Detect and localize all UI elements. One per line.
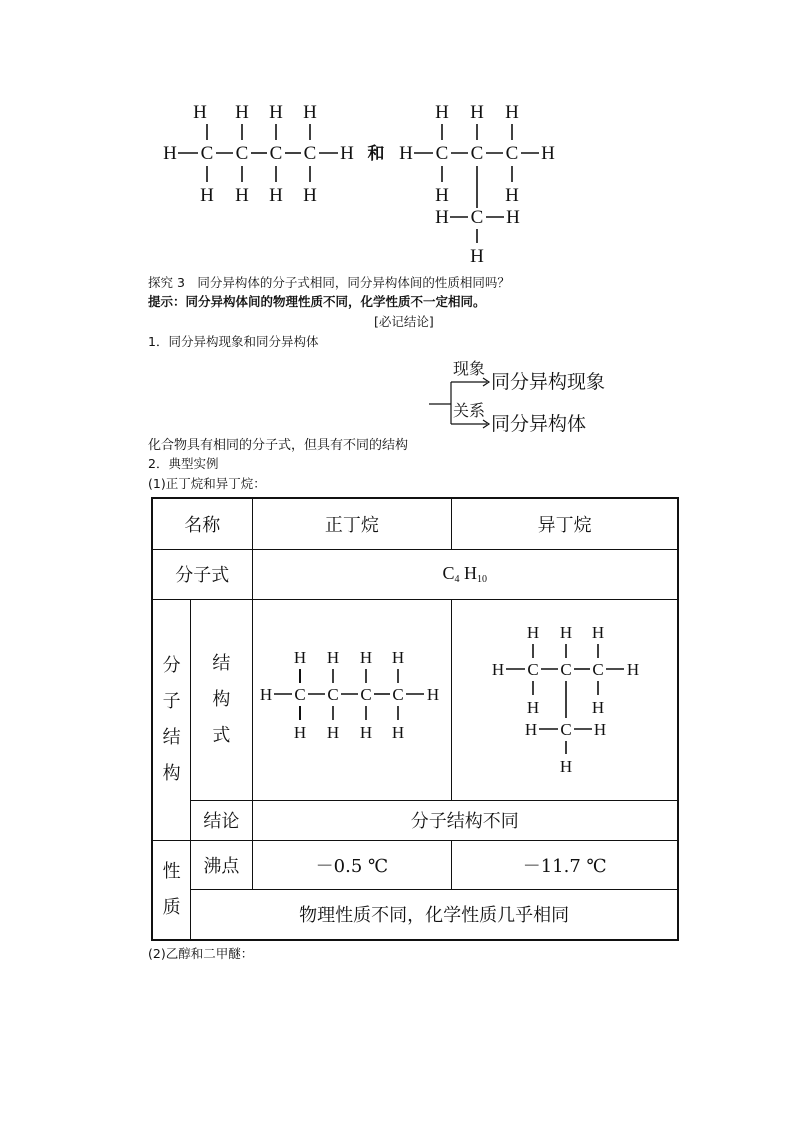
isobutane-structure xyxy=(399,102,555,267)
header-isobutane: 异丁烷 xyxy=(452,498,678,549)
svg-text:H: H xyxy=(235,102,249,123)
result-relation: 同分异构体 xyxy=(491,414,587,435)
svg-text:C: C xyxy=(560,719,572,739)
svg-text:H: H xyxy=(235,185,249,206)
svg-text:H: H xyxy=(391,722,405,742)
formula-label: 分子式 xyxy=(152,549,252,599)
svg-text:H: H xyxy=(435,102,449,123)
svg-text:H: H xyxy=(326,647,340,667)
explore3-question: 探究 3 同分异构体的分子式相同，同分异构体间的性质相同吗？ xyxy=(148,275,510,290)
point2-sub2: (2)乙醇和二甲醚： xyxy=(148,946,254,961)
svg-text:C: C xyxy=(327,684,339,704)
svg-text:C: C xyxy=(360,684,372,704)
top-structural-formulas xyxy=(150,96,570,271)
boiling-isobutane: －11.7 ℃ xyxy=(452,840,678,889)
svg-text:H: H xyxy=(626,659,639,679)
svg-text:H: H xyxy=(470,246,484,267)
explore3-hint: 提示：同分异构体间的物理性质不同，化学性质不一定相同。 xyxy=(148,294,486,309)
point2-title: 2．典型实例 xyxy=(148,456,219,471)
svg-text:H: H xyxy=(505,102,519,123)
point2-sub1: (1)正丁烷和异丁烷： xyxy=(148,476,266,491)
svg-text:C: C xyxy=(560,659,572,679)
svg-text:H: H xyxy=(193,102,207,123)
conclusion-label: 结论 xyxy=(191,800,252,840)
svg-text:H: H xyxy=(491,659,504,679)
definition-text: 化合物具有相同的分子式，但具有不同的结构 xyxy=(148,438,409,453)
svg-text:H: H xyxy=(526,622,539,642)
svg-text:H: H xyxy=(269,102,283,123)
svg-text:H: H xyxy=(359,647,373,667)
structure-group-label: 分 子 结 构 xyxy=(152,599,191,840)
header-n-butane: 正丁烷 xyxy=(252,498,452,549)
svg-text:C: C xyxy=(392,684,404,704)
svg-text:H: H xyxy=(303,185,317,206)
svg-text:H: H xyxy=(340,143,354,164)
svg-text:H: H xyxy=(591,622,604,642)
svg-text:H: H xyxy=(293,722,307,742)
svg-text:H: H xyxy=(559,622,572,642)
svg-text:H: H xyxy=(470,102,484,123)
header-name: 名称 xyxy=(152,498,252,549)
svg-text:H: H xyxy=(435,207,449,228)
isomer-relation-diagram xyxy=(425,352,625,440)
structural-formula-label: 结 构 式 xyxy=(191,599,252,800)
section-must-remember: [必记结论] xyxy=(374,314,434,329)
n-butane-structural-cell xyxy=(252,599,452,800)
svg-text:C: C xyxy=(303,143,317,164)
table-header-row xyxy=(152,498,678,549)
svg-text:H: H xyxy=(391,647,405,667)
svg-text:C: C xyxy=(235,143,249,164)
table-isobutane-structure xyxy=(480,620,650,780)
svg-text:C: C xyxy=(505,143,519,164)
svg-text:H: H xyxy=(399,143,413,164)
svg-text:C: C xyxy=(269,143,283,164)
label-phenomenon: 现象 xyxy=(453,361,486,378)
svg-text:H: H xyxy=(293,647,307,667)
svg-text:H: H xyxy=(200,185,214,206)
svg-text:H: H xyxy=(435,185,449,206)
table-row-property-summary xyxy=(152,889,678,940)
table-row-formula xyxy=(152,549,678,599)
butane-comparison-table xyxy=(151,497,679,941)
svg-text:H: H xyxy=(541,143,555,164)
connector-and: 和 xyxy=(367,144,385,163)
svg-text:C: C xyxy=(294,684,306,704)
isobutane-structural-cell xyxy=(452,599,678,800)
svg-text:H: H xyxy=(526,697,539,717)
formula-value: $C_4$ $H_{10}$ xyxy=(252,549,678,599)
svg-text:C: C xyxy=(470,207,484,228)
svg-text:H: H xyxy=(269,185,283,206)
n-butane-structure xyxy=(163,102,354,206)
svg-text:H: H xyxy=(559,756,572,776)
table-n-butane-structure xyxy=(257,645,447,755)
svg-text:H: H xyxy=(359,722,373,742)
svg-text:C: C xyxy=(200,143,214,164)
svg-text:H: H xyxy=(591,697,604,717)
svg-text:H: H xyxy=(505,185,519,206)
boiling-label: 沸点 xyxy=(191,840,252,889)
svg-text:C: C xyxy=(435,143,449,164)
label-relation: 关系 xyxy=(453,403,486,420)
svg-text:H: H xyxy=(506,207,520,228)
property-group-label: 性 质 xyxy=(152,840,191,940)
table-row-conclusion xyxy=(152,800,678,840)
point1-title: 1．同分异构现象和同分异构体 xyxy=(148,334,319,349)
svg-text:H: H xyxy=(163,143,177,164)
svg-text:H: H xyxy=(303,102,317,123)
svg-text:C: C xyxy=(470,143,484,164)
result-phenomenon: 同分异构现象 xyxy=(491,372,606,393)
svg-text:H: H xyxy=(593,719,606,739)
svg-text:H: H xyxy=(259,684,273,704)
table-row-structural xyxy=(152,599,678,800)
svg-text:C: C xyxy=(527,659,539,679)
svg-text:H: H xyxy=(326,722,340,742)
svg-text:H: H xyxy=(426,684,440,704)
table-row-boiling xyxy=(152,840,678,889)
svg-text:C: C xyxy=(592,659,604,679)
property-summary: 物理性质不同，化学性质几乎相同 xyxy=(191,889,678,940)
conclusion-value: 分子结构不同 xyxy=(252,800,678,840)
boiling-n-butane: －0.5 ℃ xyxy=(252,840,452,889)
svg-text:H: H xyxy=(524,719,537,739)
